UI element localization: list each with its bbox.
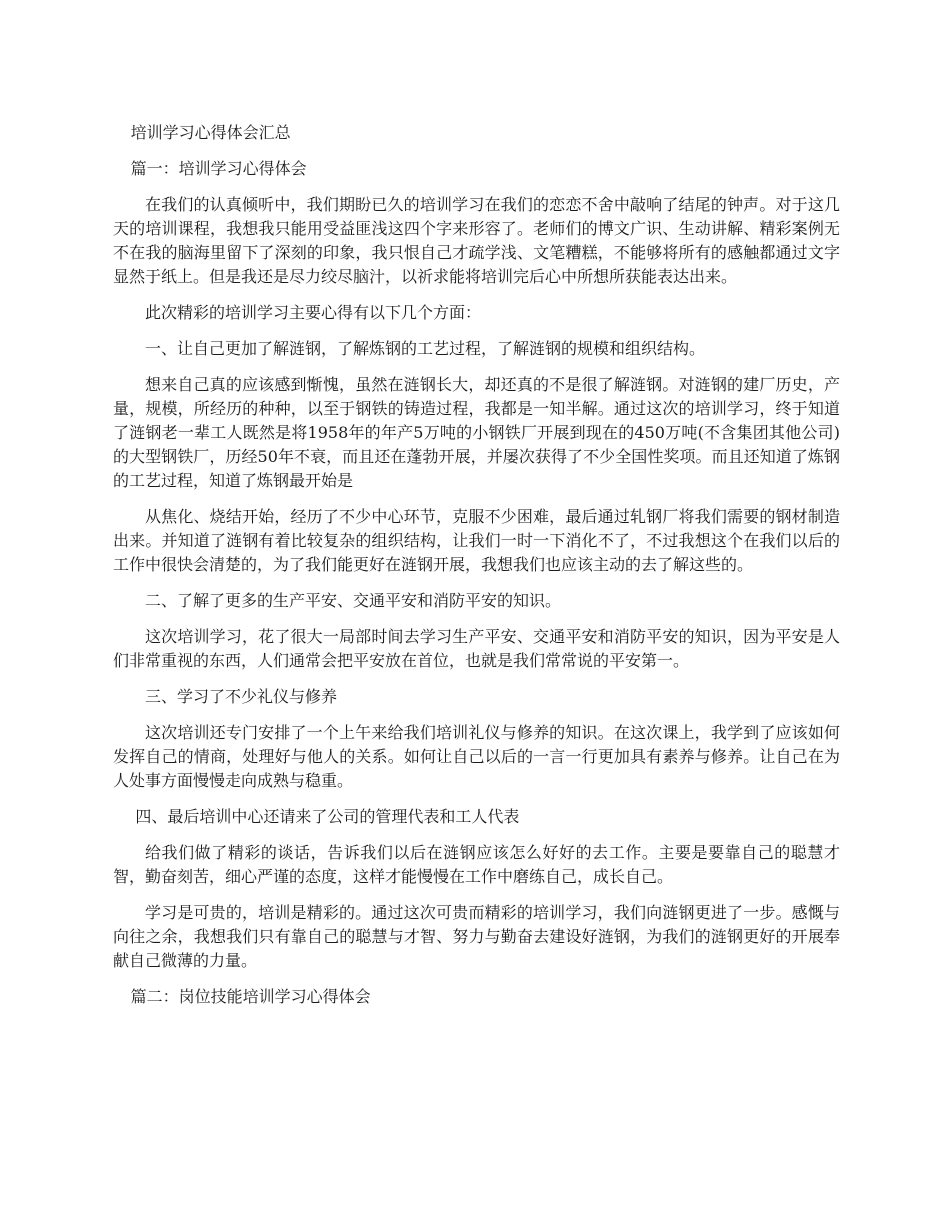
section-heading-part-two: 篇二：岗位技能培训学习心得体会 (130, 987, 371, 1006)
paragraph-point-one-body: 想来自己真的应该感到惭愧，虽然在涟钢长大，却还真的不是很了解涟钢。对涟钢的建厂历史，产量，规模，所经历的种种，以至于钢铁的铸造过程，我都是一知半解。通过这次的培训学习，终于知道了涟钢老一辈工人既然是将1958年的年产5万吨的小钢铁厂开展到现在的450万吨(不含集团其他公司)的大型钢铁厂，历经50年不衰，而且还在蓬勃开展，并屡次获得了不少全国性奖项。而且还知道了炼钢的工艺过程，知道了炼钢最开始是 (113, 375, 840, 490)
paragraph-conclusion: 学习是可贵的，培训是精彩的。通过这次可贵而精彩的培训学习，我们向涟钢更进了一步。感慨与向往之余，我想我们只有靠自己的聪慧与才智、努力与勤奋去建设好涟钢，为我们的涟钢更好的开展奉献自己微薄的力量。 (113, 903, 840, 970)
paragraph-point-one-continued: 从焦化、烧结开始，经历了不少中心环节，克服不少困难，最后通过轧钢厂将我们需要的钢材制造出来。并知道了涟钢有着比较复杂的组织结构，让我们一时一下消化不了，不过我想这个在我们以后的工作中很快会清楚的，为了我们能更好在涟钢开展，我想我们也应该主动的去了解这些的。 (113, 507, 840, 574)
document-title: 培训学习心得体会汇总 (130, 123, 291, 142)
paragraph-point-three-body: 这次培训还专门安排了一个上午来给我们培训礼仪与修养的知识。在这次课上，我学到了应该如何发挥自己的情商，处理好与他人的关系。如何让自己以后的一言一行更加具有素养与修养。让自己在为人处事方面慢慢走向成熟与稳重。 (113, 723, 840, 790)
point-three-heading: 三、学习了不少礼仪与修养 (145, 687, 338, 706)
paragraph-point-two-body: 这次培训学习，花了很大一局部时间去学习生产平安、交通平安和消防平安的知识，因为平安是人们非常重视的东西，人们通常会把平安放在首位，也就是我们常常说的平安第一。 (113, 627, 840, 670)
paragraph-summary-lead: 此次精彩的培训学习主要心得有以下几个方面： (145, 303, 482, 322)
section-heading-part-one: 篇一：培训学习心得体会 (130, 159, 307, 178)
document-body (113, 121, 840, 1021)
paragraph-intro: 在我们的认真倾听中，我们期盼已久的培训学习在我们的恋恋不舍中敲响了结尾的钟声。对于这几天的培训课程，我想我只能用受益匪浅这四个字来形容了。老师们的博文广识、生动讲解、精彩案例无不在我的脑海里留下了深刻的印象，我只恨自己才疏学浅、文笔糟糕，不能够将所有的感触都通过文字显然于纸上。但是我还是尽力绞尽脑汁，以祈求能将培训完后心中所想所获能表达出来。 (113, 195, 840, 286)
point-four-heading: 四、最后培训中心还请来了公司的管理代表和工人代表 (135, 807, 520, 826)
point-one-heading: 一、让自己更加了解涟钢，了解炼钢的工艺过程，了解涟钢的规模和组织结构。 (145, 339, 706, 358)
paragraph-point-four-body: 给我们做了精彩的谈话，告诉我们以后在涟钢应该怎么好好的去工作。主要是要靠自己的聪慧才智，勤奋刻苦，细心严谨的态度，这样才能慢慢在工作中磨练自己，成长自己。 (113, 843, 840, 886)
point-two-heading: 二、了解了更多的生产平安、交通平安和消防平安的知识。 (145, 591, 562, 610)
